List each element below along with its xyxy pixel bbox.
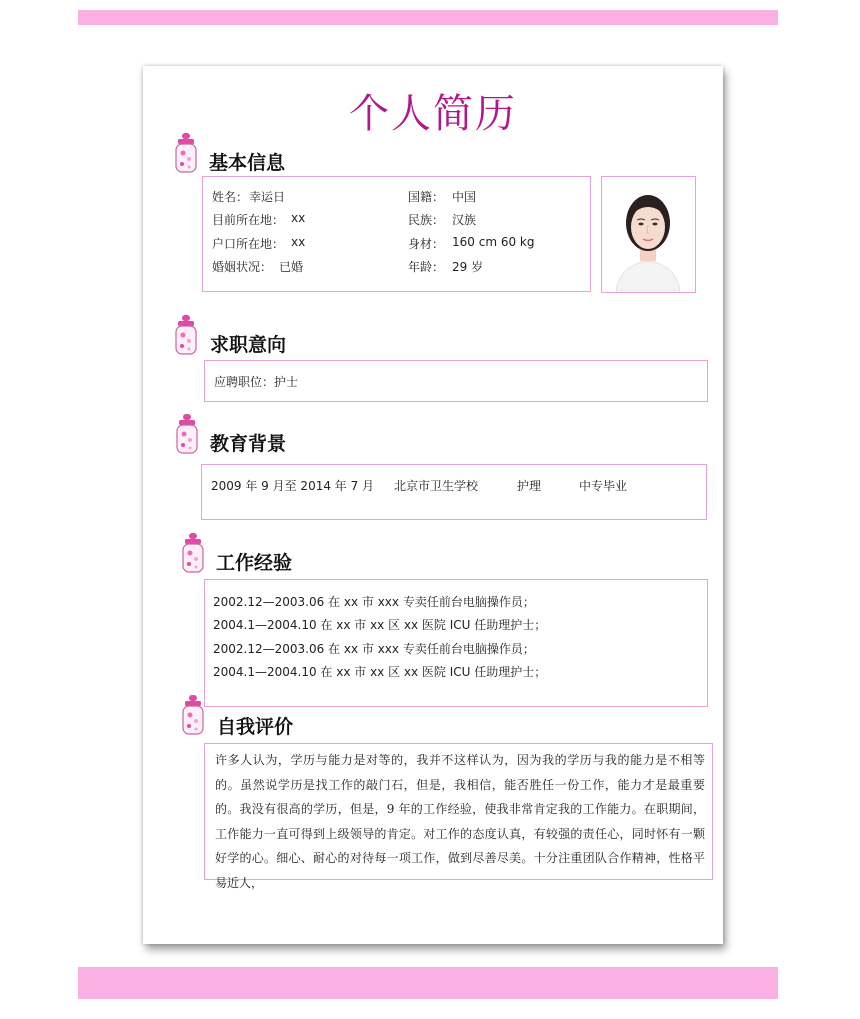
age-label: 年龄：: [408, 260, 445, 274]
nationality-label: 国籍：: [408, 190, 445, 204]
education-major: 护理: [517, 479, 542, 493]
resume-page: [143, 66, 723, 944]
photo-frame: [601, 176, 696, 293]
work-item: 2002.12—2003.06 在 xx 市 xxx 专卖任前台电脑操作员；: [213, 642, 535, 656]
section-heading-education: 教育背景: [210, 433, 287, 455]
name-label: 姓名：: [212, 190, 249, 204]
bottom-pink-band: [78, 967, 778, 999]
basic-info-box: [202, 176, 591, 292]
position-text: 应聘职位：护士: [214, 375, 299, 389]
name-value: 幸运日: [249, 190, 286, 204]
baby-bottle-icon: [179, 694, 209, 738]
education-degree: 中专毕业: [579, 479, 628, 493]
education-box: [201, 464, 707, 520]
section-heading-basic: 基本信息: [209, 152, 286, 174]
page-title: 个人简历: [349, 91, 517, 137]
work-item: 2004.1—2004.10 在 xx 市 xx 区 xx 医院 ICU 任助理护士；: [213, 618, 547, 632]
self-eval-box: [204, 743, 713, 890]
ethnicity-value: 汉族: [452, 213, 477, 227]
hukou-label: 户口所在地：: [212, 237, 285, 251]
work-box: [204, 579, 708, 707]
baby-bottle-icon: [172, 132, 202, 176]
body-value: 160 cm 60 kg: [452, 235, 535, 249]
top-pink-band: [78, 10, 778, 25]
age-value: 29 岁: [452, 260, 484, 274]
location-label: 目前所在地：: [212, 213, 285, 227]
hukou-value: xx: [291, 235, 306, 249]
baby-bottle-icon: [173, 413, 203, 457]
location-value: xx: [291, 211, 306, 225]
education-school: 北京市卫生学校: [394, 479, 479, 493]
baby-bottle-icon: [179, 532, 209, 576]
nationality-value: 中国: [452, 190, 477, 204]
portrait-photo: [602, 177, 694, 291]
ethnicity-label: 民族：: [408, 213, 445, 227]
baby-bottle-icon: [172, 314, 202, 358]
section-heading-self: 自我评价: [217, 716, 294, 738]
intent-box: [204, 360, 708, 402]
body-label: 身材：: [408, 237, 445, 251]
marital-label: 婚姻状况：: [212, 260, 273, 274]
section-heading-work: 工作经验: [216, 552, 293, 574]
self-eval-text: 许多人认为，学历与能力是对等的，我并不这样认为，因为我的学历与我的能力是不相等的。虽然说学历是找工作的敲门石，但是，我相信，能否胜任一份工作，能力才是最重要的。我没有很高的学历，但是，9 年的工作经验，使我非常肯定我的工作能力。在职期间，工作能力一直可得到上级领导的肯定。对工作的态度认真，有较强的责任心，同时怀有一颗好学的心。细心、耐心的对待每一项工作，做到尽善尽美。十分注重团队合作精神，性格平易近人，: [215, 753, 705, 890]
education-period: 2009 年 9 月至 2014 年 7 月: [211, 479, 375, 493]
marital-value: 已婚: [279, 260, 304, 274]
work-item: 2004.1—2004.10 在 xx 市 xx 区 xx 医院 ICU 任助理护士；: [213, 665, 547, 679]
work-item: 2002.12—2003.06 在 xx 市 xxx 专卖任前台电脑操作员；: [213, 595, 535, 609]
section-heading-intent: 求职意向: [210, 334, 287, 356]
